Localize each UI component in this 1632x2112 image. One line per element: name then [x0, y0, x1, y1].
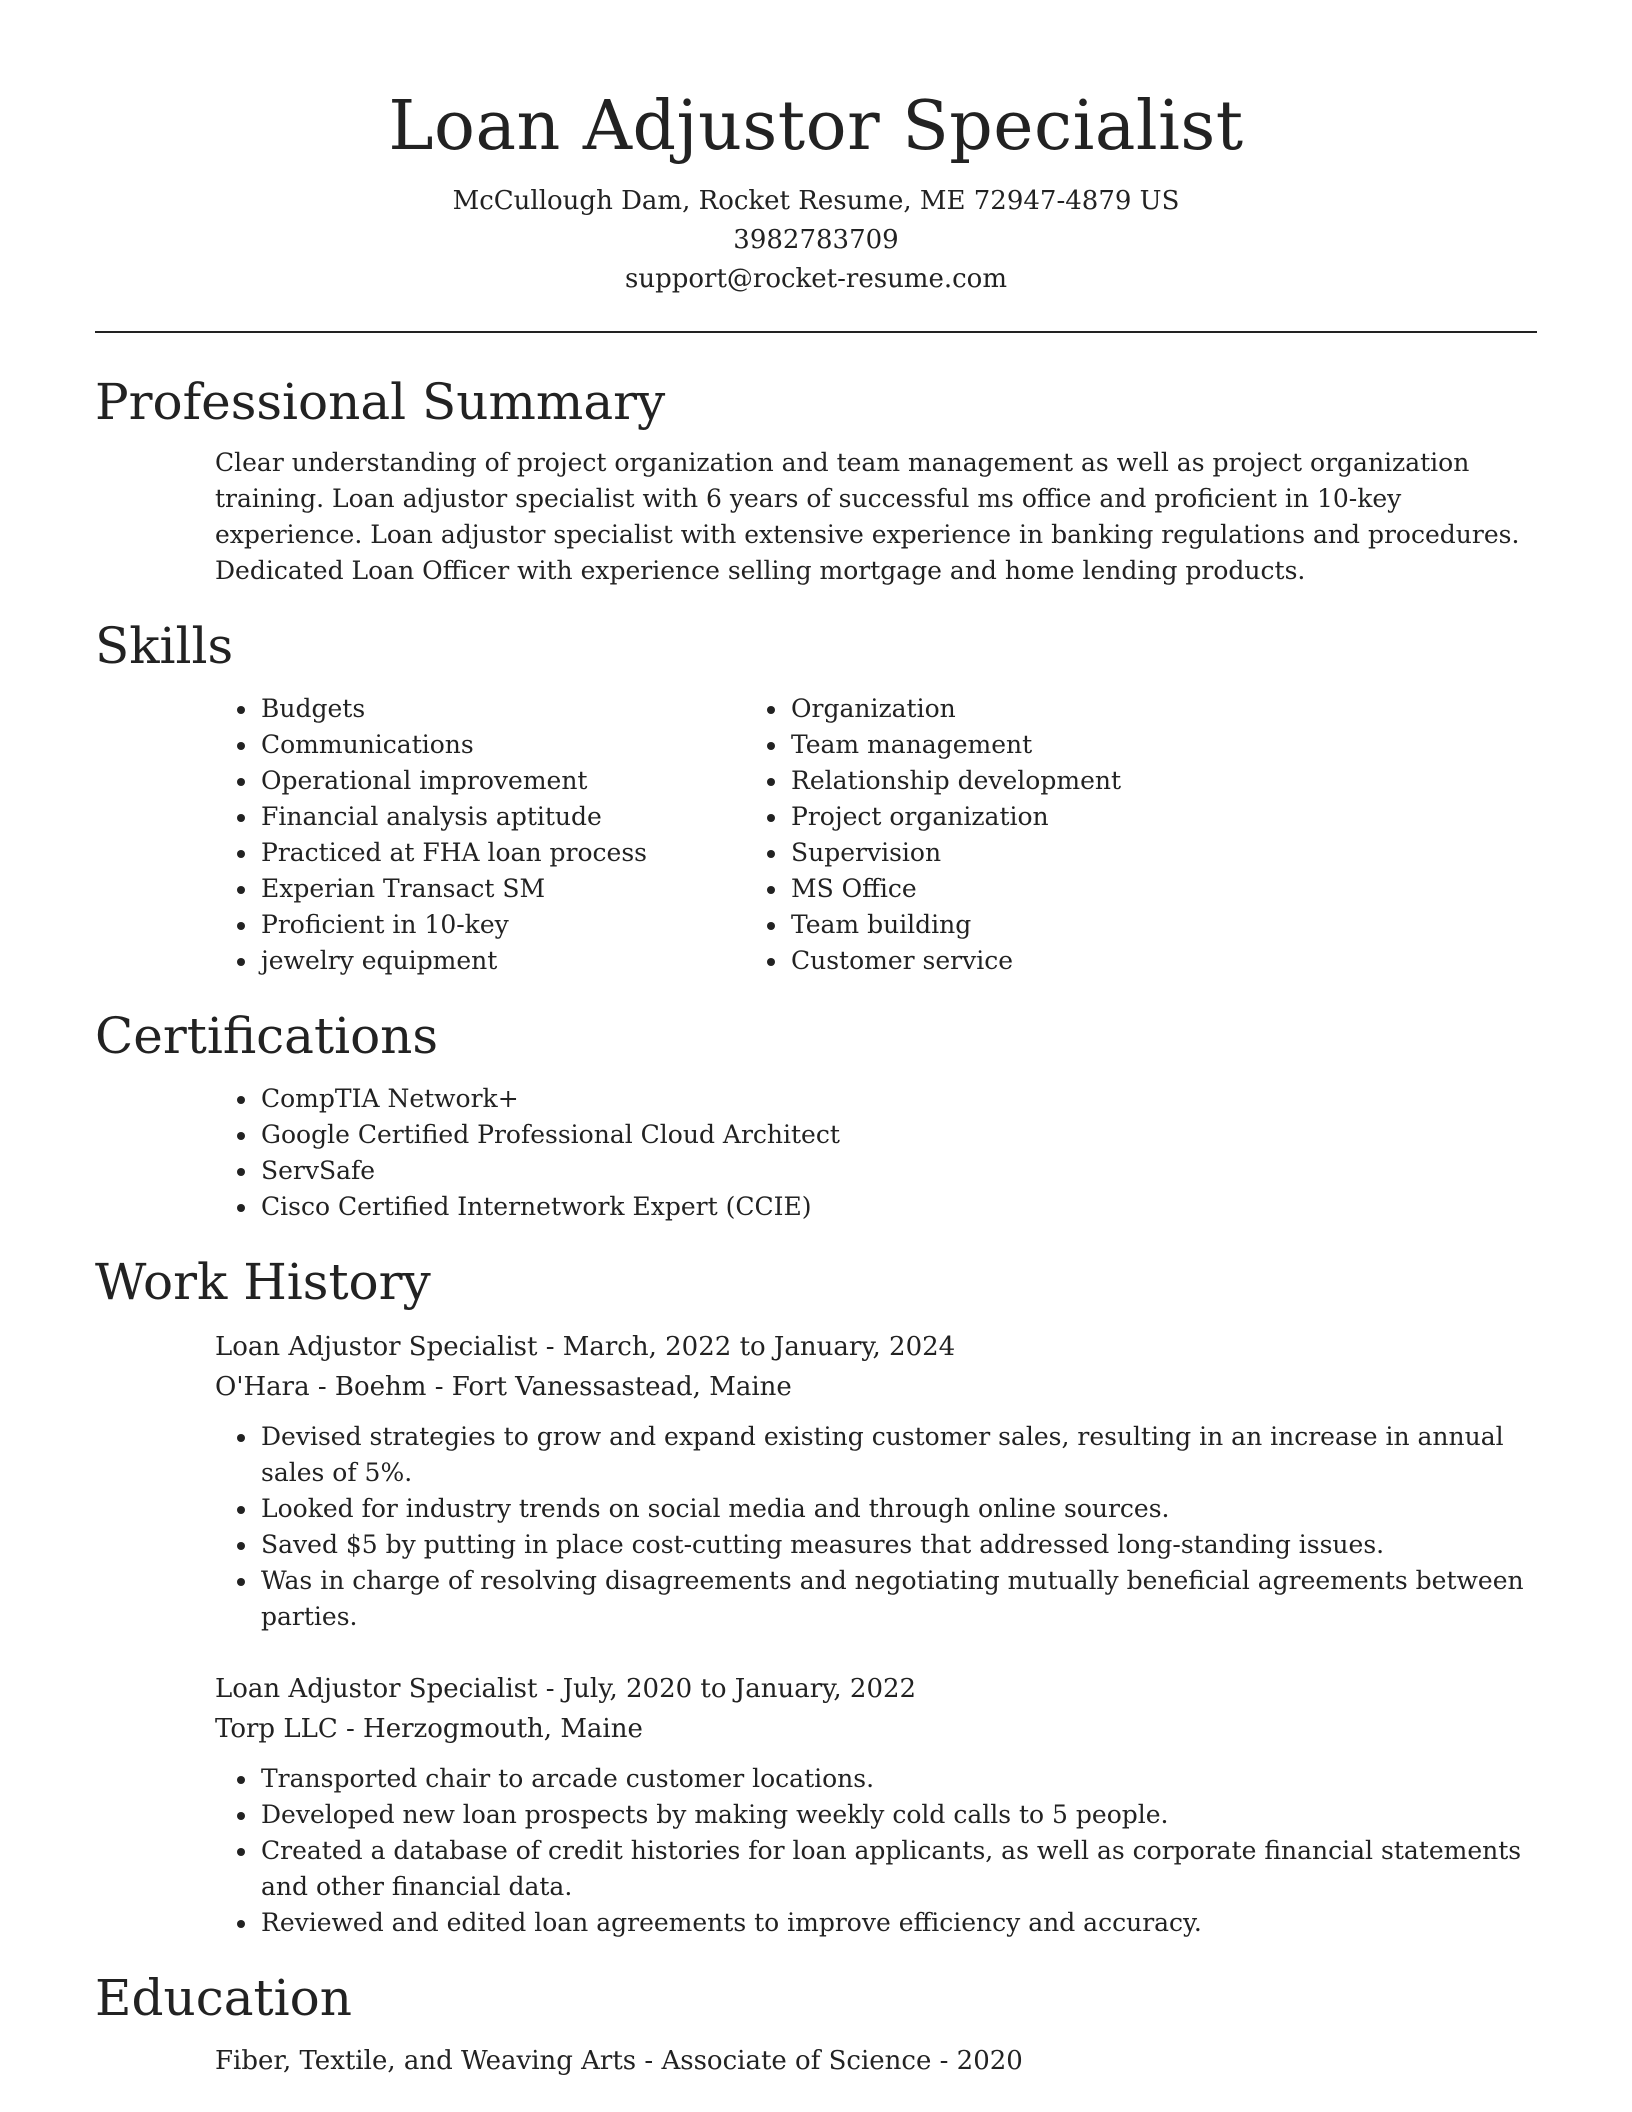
skill-item: • Experian Transact SM	[259, 871, 745, 907]
job-role-dates: Loan Adjustor Specialist - July, 2020 to January, 2022	[215, 1674, 917, 1704]
education-entry: Fiber, Textile, and Weaving Arts - Associate of Science - 2020	[215, 2046, 1023, 2076]
skill-item: • Team building	[789, 907, 1121, 943]
job-bullet: • Looked for industry trends on social media and through online sources.	[259, 1491, 1537, 1527]
skills-column-left	[95, 691, 745, 979]
skill-item: • Practiced at FHA loan process	[259, 835, 745, 871]
skill-item: • jewelry equipment	[259, 943, 745, 979]
contact-phone: 3982783709	[733, 225, 899, 255]
skill-item: • Operational improvement	[259, 763, 745, 799]
summary-text: Clear understanding of project organization and team management as well as project organization training. Loan adjustor specialist with 6 years of successful ms office and proficient in 10-key experience. Loan adjustor specialist with extensive experience in banking regulations and procedures. Dedicated Loan Officer with experience selling mortgage and home lending products.	[215, 448, 1520, 585]
certifications-heading: Certifications	[95, 1007, 439, 1065]
job-bullet: • Developed new loan prospects by making weekly cold calls to 5 people.	[259, 1797, 1537, 1833]
skill-item: • Proficient in 10-key	[259, 907, 745, 943]
skill-item: • Customer service	[789, 943, 1121, 979]
certifications-section	[95, 1001, 1537, 1225]
certification-item: • ServSafe	[259, 1153, 1537, 1189]
skill-item: • Budgets	[259, 691, 745, 727]
education-heading: Education	[95, 1969, 352, 2027]
work-history-heading: Work History	[95, 1253, 431, 1311]
skill-item: • Financial analysis aptitude	[259, 799, 745, 835]
job-bullet: • Devised strategies to grow and expand existing customer sales, resulting in an increase in annual sales of 5%.	[259, 1419, 1537, 1491]
skill-item: • Relationship development	[789, 763, 1121, 799]
skill-item: • Supervision	[789, 835, 1121, 871]
job-bullet: • Created a database of credit histories for loan applicants, as well as corporate financial statements and other financial data.	[259, 1833, 1537, 1905]
job-company-location: Torp LLC - Herzogmouth, Maine	[215, 1714, 643, 1744]
skill-item: • Project organization	[789, 799, 1121, 835]
skills-grid	[95, 691, 1537, 979]
header-divider	[95, 331, 1537, 333]
skill-item: • Communications	[259, 727, 745, 763]
education-section	[95, 1963, 1537, 2081]
contact-address: McCullough Dam, Rocket Resume, ME 72947-4879 US	[452, 186, 1180, 216]
job-bullet: • Transported chair to arcade customer locations.	[259, 1761, 1537, 1797]
job-role-dates: Loan Adjustor Specialist - March, 2022 to January, 2024	[215, 1332, 956, 1362]
work-history-section	[95, 1247, 1537, 1941]
summary-section	[95, 367, 1537, 589]
certification-item: • Cisco Certified Internetwork Expert (CCIE)	[259, 1189, 1537, 1225]
skill-item: • Organization	[789, 691, 1121, 727]
contact-block	[95, 182, 1537, 299]
candidate-title: Loan Adjustor Specialist	[388, 87, 1244, 166]
job-entry	[95, 1327, 1537, 1635]
skills-column-right	[745, 691, 1121, 979]
skills-section	[95, 611, 1537, 979]
skill-item: • Team management	[789, 727, 1121, 763]
job-bullet: • Reviewed and edited loan agreements to improve efficiency and accuracy.	[259, 1905, 1537, 1941]
certification-item: • Google Certified Professional Cloud Architect	[259, 1117, 1537, 1153]
job-bullet: • Saved $5 by putting in place cost-cutting measures that addressed long-standing issues.	[259, 1527, 1537, 1563]
skill-item: • MS Office	[789, 871, 1121, 907]
job-entry	[95, 1669, 1537, 1941]
job-bullet: • Was in charge of resolving disagreements and negotiating mutually beneficial agreements between parties.	[259, 1563, 1537, 1635]
summary-heading: Professional Summary	[95, 373, 666, 431]
skills-heading: Skills	[95, 617, 234, 675]
resume-header	[95, 0, 1537, 299]
job-company-location: O'Hara - Boehm - Fort Vanessastead, Maine	[215, 1372, 792, 1402]
certification-item: • CompTIA Network+	[259, 1081, 1537, 1117]
contact-email: support@rocket-resume.com	[624, 264, 1007, 294]
